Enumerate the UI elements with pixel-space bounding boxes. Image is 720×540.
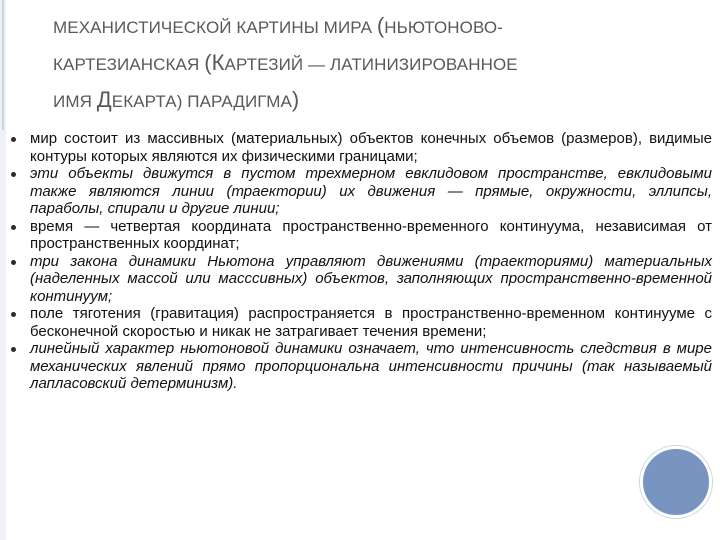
bullet-dot-icon: [11, 225, 16, 230]
bullet-text: эти объекты движутся в пустом трехмерном евклидовом пространстве, евклидовыми также являются линии (траектории) их движения — прямые, окружности, эллипсы, параболы, спирали и другие линии;: [30, 165, 712, 217]
bullet-dot-icon: [11, 260, 16, 265]
title-line-2: [53, 45, 693, 82]
bullet-text: время — четвертая координата пространственно-временного континуума, независимая от пространственных координат;: [30, 217, 712, 252]
title-line-3: [53, 82, 693, 119]
title-line-3-text: ИМЯ: [53, 92, 97, 111]
title-line-1-end: НЬЮТОНОВО-: [384, 18, 503, 37]
decorative-circle: [640, 446, 712, 518]
title-line-3-capital: Д: [96, 87, 112, 112]
bullet-item: [8, 253, 712, 306]
title-line-2-bracket: (К: [204, 50, 225, 75]
title-line-1: [53, 8, 693, 45]
bullet-dot-icon: [11, 347, 16, 352]
bullet-text: поле тяготения (гравитация) распространяется в пространственно-временном континууме с бесконечной скоростью и никак не затрагивает течения времени;: [30, 305, 712, 340]
bullet-item: [8, 218, 712, 253]
title-line-2-text: КАРТЕЗИАНСКАЯ: [53, 55, 205, 74]
bullet-list: [8, 130, 712, 393]
title-line-3-mid: ЕКАРТА) ПАРАДИГМА: [111, 92, 292, 111]
bullet-item: [8, 305, 712, 340]
bullet-dot-icon: [11, 172, 16, 177]
bullet-text: три закона динамики Ньютона управляют движениями (траекториями) материальных (наделенных массой или масссивных) объектов, заполняющих пространственно-временной континуум;: [30, 252, 712, 305]
bullet-item: [8, 340, 712, 393]
bullet-text: мир состоит из массивных (материальных) объектов конечных объемов (размеров), видимые контуры которых являются их физическими границами;: [30, 130, 712, 165]
bullet-dot-icon: [11, 137, 16, 142]
slide-title: [53, 8, 693, 119]
title-line-2-end: АРТЕЗИЙ — ЛАТИНИЗИРОВАННОЕ: [224, 55, 518, 74]
bullet-text: линейный характер ньютоновой динамики означает, что интенсивность следствия в мире механических явлений прямо пропорциональна интенсивности причины (так называемый лапласовский детерминизм).: [30, 340, 712, 392]
bullet-dot-icon: [11, 312, 16, 317]
title-line-3-bracket: ): [291, 87, 300, 112]
bullet-item: [8, 165, 712, 218]
title-line-1-bracket: (: [376, 13, 385, 38]
title-line-1-text: МЕХАНИСТИЧЕСКОЙ КАРТИНЫ МИРА: [53, 18, 377, 37]
left-edge-decoration: [0, 0, 6, 540]
bullet-item: [8, 130, 712, 165]
